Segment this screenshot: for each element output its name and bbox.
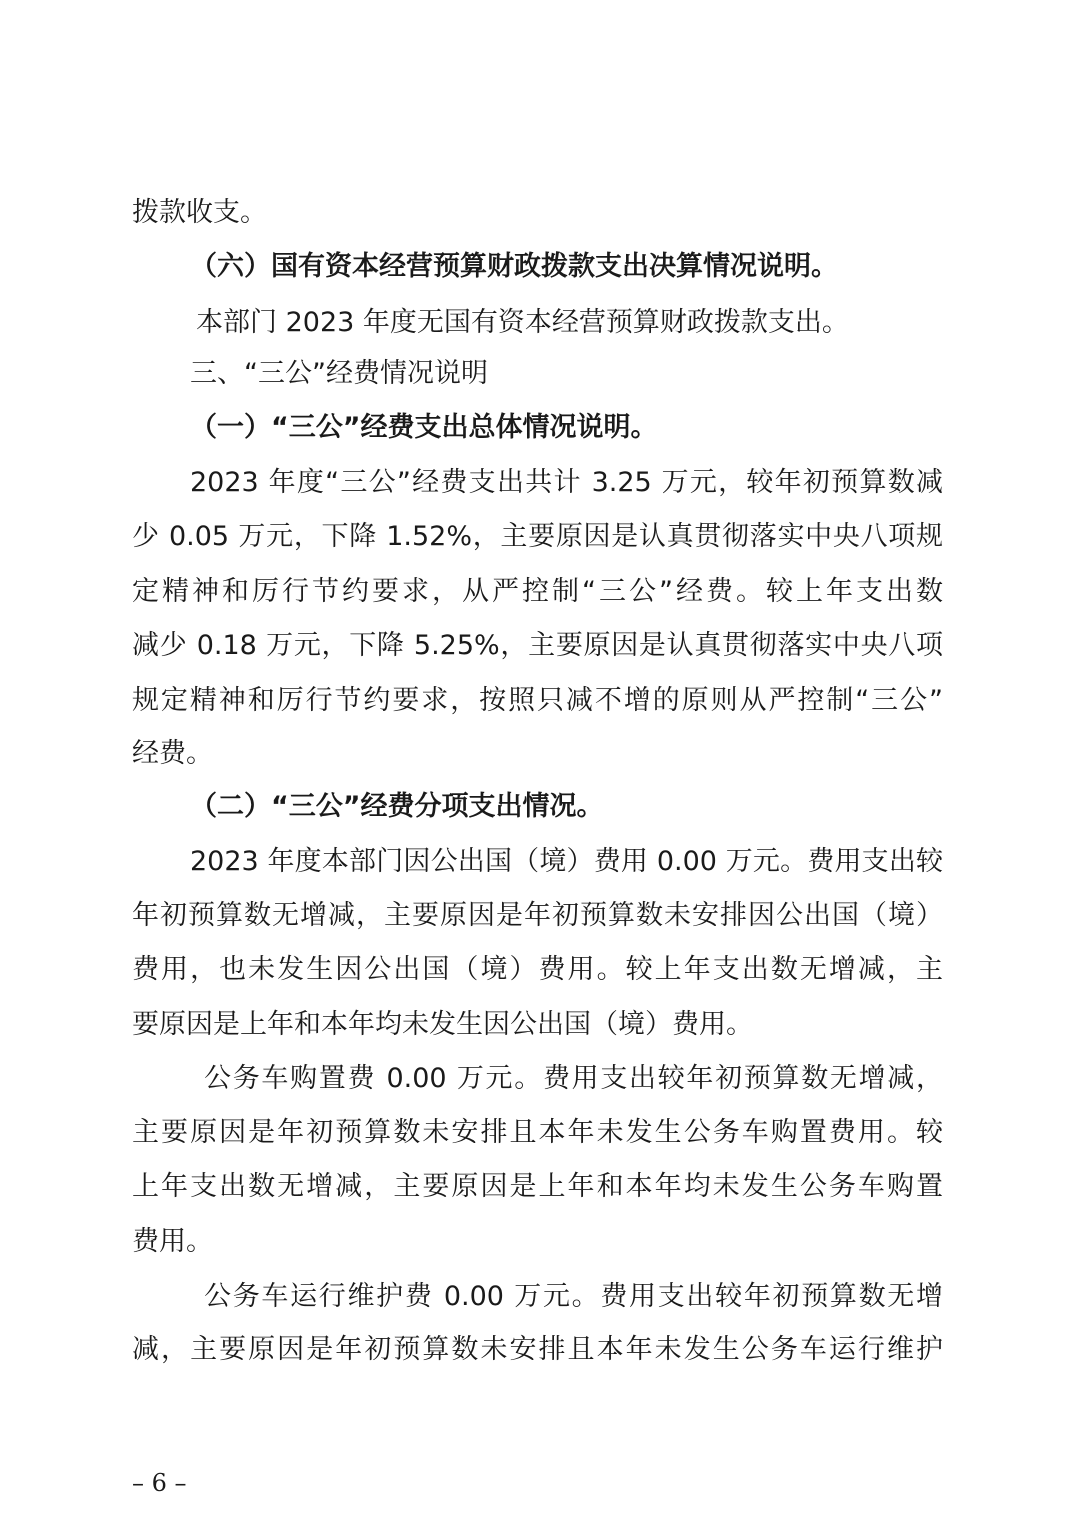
paragraph-line: 拨款收支。: [132, 197, 267, 228]
section-heading-line: （一）“三公”经费支出总体情况说明。: [190, 412, 658, 443]
paragraph-line: 定精神和厉行节约要求，从严控制“三公”经费。较上年支出数: [132, 576, 943, 607]
paragraph-line: 规定精神和厉行节约要求，按照只减不增的原则从严控制“三公”: [132, 685, 943, 716]
paragraph-line: 本部门 2023 年度无国有资本经营预算财政拨款支出。: [196, 307, 849, 338]
paragraph-line: 费用。: [132, 1226, 213, 1257]
paragraph-line: 费用，也未发生因公出国（境）费用。较上年支出数无增减，主: [132, 954, 943, 985]
paragraph-line: 主要原因是年初预算数未安排且本年未发生公务车购置费用。较: [132, 1117, 943, 1148]
paragraph-line: 三、“三公”经费情况说明: [190, 358, 488, 389]
section-heading-line: （六）国有资本经营预算财政拨款支出决算情况说明。: [190, 251, 838, 282]
paragraph-line: 公务车运行维护费 0.00 万元。费用支出较年初预算数无增: [204, 1281, 943, 1312]
paragraph-line: 2023 年度“三公”经费支出共计 3.25 万元，较年初预算数减: [190, 467, 943, 498]
paragraph-line: 少 0.05 万元，下降 1.52%，主要原因是认真贯彻落实中央八项规: [132, 521, 943, 552]
paragraph-line: 减少 0.18 万元，下降 5.25%，主要原因是认真贯彻落实中央八项: [132, 630, 943, 661]
paragraph-line: 公务车购置费 0.00 万元。费用支出较年初预算数无增减，: [204, 1063, 943, 1094]
paragraph-line: 要原因是上年和本年均未发生因公出国（境）费用。: [132, 1009, 753, 1040]
paragraph-line: 年初预算数无增减，主要原因是年初预算数未安排因公出国（境）: [132, 900, 943, 931]
paragraph-line: 经费。: [132, 738, 213, 769]
section-heading-line: （二）“三公”经费分项支出情况。: [190, 791, 604, 822]
page-number: – 6 –: [132, 1469, 187, 1497]
paragraph-line: 2023 年度本部门因公出国（境）费用 0.00 万元。费用支出较: [190, 846, 943, 877]
paragraph-line: 减，主要原因是年初预算数未安排且本年未发生公务车运行维护: [132, 1334, 943, 1365]
paragraph-line: 上年支出数无增减，主要原因是上年和本年均未发生公务车购置: [132, 1171, 943, 1202]
